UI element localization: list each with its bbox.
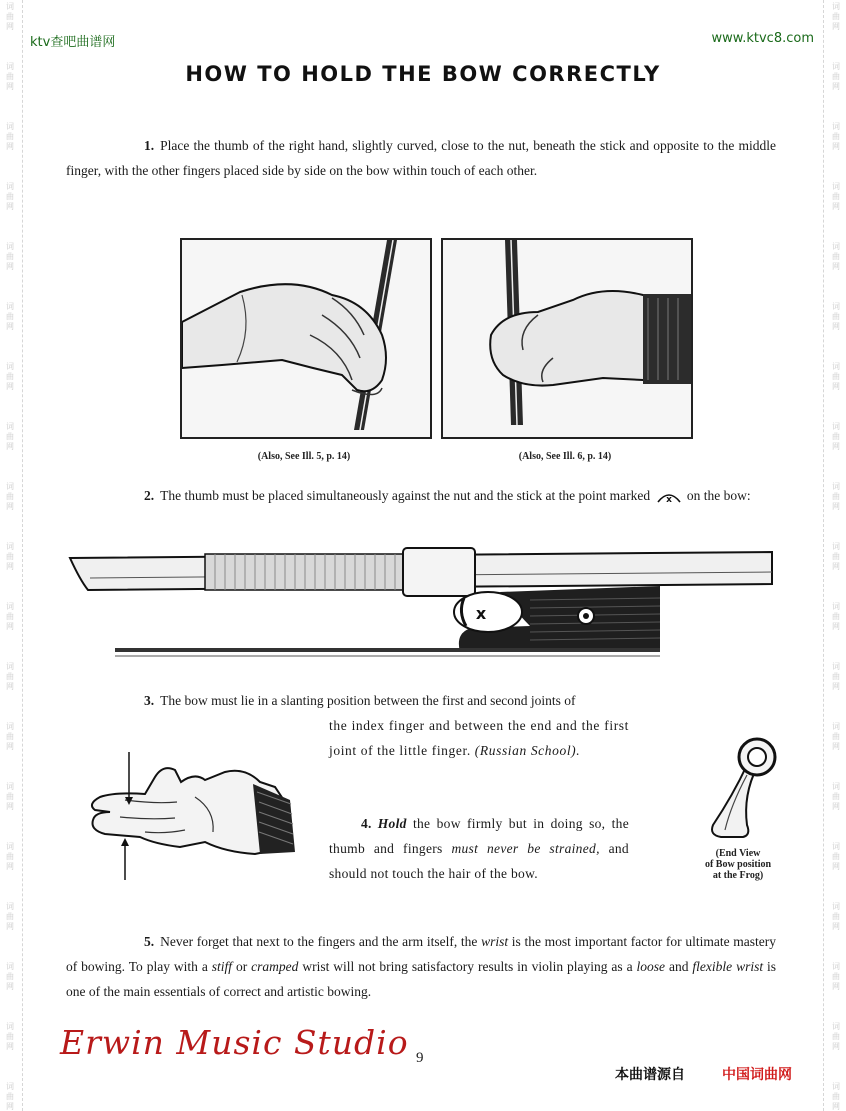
watermark-char: 曲: [6, 132, 14, 141]
watermark-char: 网: [6, 502, 14, 511]
watermark-char: 网: [832, 562, 840, 571]
watermark-char: 曲: [6, 672, 14, 681]
watermark-char: 曲: [6, 72, 14, 81]
watermark-char: 网: [6, 1102, 14, 1111]
watermark-char: 词: [832, 482, 840, 491]
right-watermark-strip: [826, 0, 846, 1111]
paragraph-4-hold: Hold: [377, 816, 407, 831]
watermark-char: 网: [832, 742, 840, 751]
watermark-char: 曲: [832, 672, 840, 681]
watermark-char: 曲: [832, 72, 840, 81]
thumb-mark-letter: x: [665, 494, 672, 504]
watermark-char: 网: [832, 502, 840, 511]
watermark-char: 网: [832, 442, 840, 451]
paragraph-5-cramped: cramped: [251, 959, 299, 974]
watermark-char: 曲: [832, 372, 840, 381]
photo-caption-right: (Also, See Ill. 6, p. 14): [518, 451, 612, 462]
paragraph-3-number: 3.: [144, 693, 155, 708]
bow-end-view-illustration: [695, 735, 785, 845]
watermark-char: 网: [6, 142, 14, 151]
watermark-char: 网: [832, 382, 840, 391]
watermark-char: 词: [832, 962, 840, 971]
watermark-char: 词: [6, 182, 14, 191]
end-view-caption-line3: at the Frog): [712, 870, 764, 881]
watermark-char: 曲: [6, 852, 14, 861]
watermark-char: 网: [6, 382, 14, 391]
watermark-char: 网: [832, 22, 840, 31]
watermark-char: 词: [6, 602, 14, 611]
watermark-char: 网: [6, 562, 14, 571]
watermark-char: 词: [832, 1022, 840, 1031]
watermark-char: 词: [832, 62, 840, 71]
watermark-char: 词: [6, 242, 14, 251]
watermark-char: 曲: [6, 792, 14, 801]
watermark-char: 曲: [832, 552, 840, 561]
paragraph-5-flexible-wrist: flexible wrist: [692, 959, 764, 974]
watermark-char: 曲: [6, 372, 14, 381]
paragraph-4-strained: must never be strained,: [451, 841, 600, 856]
watermark-char: 词: [6, 482, 14, 491]
watermark-char: 网: [832, 142, 840, 151]
paragraph-2-text-end: on the bow:: [686, 488, 751, 503]
watermark-char: 曲: [832, 12, 840, 21]
watermark-char: 词: [832, 602, 840, 611]
watermark-char: 网: [6, 742, 14, 751]
watermark-char: 网: [832, 862, 840, 871]
paragraph-4: [329, 811, 629, 886]
watermark-char: 词: [6, 62, 14, 71]
watermark-char: 曲: [832, 1092, 840, 1101]
watermark-char: 网: [832, 1042, 840, 1051]
source-label: 本曲谱源自: [615, 1067, 685, 1083]
watermark-char: 曲: [6, 912, 14, 921]
watermark-char: 曲: [6, 432, 14, 441]
left-cut-line: [22, 0, 23, 1111]
watermark-char: 网: [6, 262, 14, 271]
paragraph-5-t5: and: [668, 959, 689, 974]
watermark-char: 网: [6, 922, 14, 931]
thumb-mark-symbol: [654, 490, 684, 504]
watermark-char: 曲: [832, 972, 840, 981]
paragraph-4-text-a: the bow firmly but in doing so, the thumb and fingers: [329, 816, 629, 856]
bow-frog-diagram: [60, 540, 780, 665]
paragraph-1-number: 1.: [144, 138, 155, 153]
watermark-char: 曲: [832, 432, 840, 441]
watermark-char: 网: [6, 1042, 14, 1051]
watermark-char: 词: [832, 662, 840, 671]
watermark-char: 词: [832, 542, 840, 551]
watermark-char: 词: [6, 842, 14, 851]
photo-hand-holding-bow-left: [180, 238, 432, 439]
watermark-char: 网: [832, 262, 840, 271]
watermark-char: 词: [832, 242, 840, 251]
frog-end-view-drawing: [695, 735, 785, 845]
watermark-char: 曲: [832, 1032, 840, 1041]
paragraph-1-text: Place the thumb of the right hand, slightly curved, close to the nut, beneath the stick and opposite to the middle finger, with the other fingers placed side by side on the bow within touch of each other.: [66, 138, 776, 178]
watermark-char: 曲: [6, 612, 14, 621]
watermark-char: 曲: [6, 492, 14, 501]
paragraph-4-number: 4.: [361, 816, 372, 831]
paragraph-2-text: The thumb must be placed simultaneously against the nut and the stick at the point marked: [160, 488, 651, 503]
watermark-char: 曲: [832, 732, 840, 741]
watermark-char: 曲: [6, 192, 14, 201]
watermark-char: 网: [832, 1102, 840, 1111]
watermark-char: 网: [832, 322, 840, 331]
watermark-char: 网: [832, 82, 840, 91]
watermark-char: 词: [6, 902, 14, 911]
source-site-name: 中国词曲网: [722, 1067, 792, 1083]
watermark-char: 词: [832, 782, 840, 791]
watermark-char: 词: [6, 1082, 14, 1091]
watermark-char: 曲: [6, 552, 14, 561]
watermark-char: 网: [832, 802, 840, 811]
watermark-char: 网: [6, 82, 14, 91]
page-title: HOW TO HOLD THE BOW CORRECTLY: [185, 62, 661, 86]
watermark-char: 词: [6, 1022, 14, 1031]
watermark-char: 词: [832, 182, 840, 191]
watermark-char: 词: [6, 362, 14, 371]
site-name-left: ktv查吧曲谱网: [30, 35, 116, 50]
watermark-char: 曲: [832, 492, 840, 501]
watermark-char: 网: [832, 622, 840, 631]
paragraph-5-t4: wrist will not bring satisfactory results in violin playing as a: [302, 959, 633, 974]
watermark-char: 词: [832, 362, 840, 371]
watermark-char: 网: [832, 202, 840, 211]
watermark-char: 网: [832, 922, 840, 931]
watermark-char: 网: [6, 442, 14, 451]
watermark-char: 曲: [6, 12, 14, 21]
watermark-char: 词: [6, 962, 14, 971]
paragraph-2: [66, 483, 776, 508]
end-view-caption: [688, 848, 788, 881]
watermark-char: 网: [6, 802, 14, 811]
watermark-char: 词: [832, 2, 840, 11]
hand-position-illustration: [85, 742, 300, 882]
watermark-char: 网: [6, 322, 14, 331]
open-hand-drawing: [85, 742, 300, 882]
watermark-char: 曲: [832, 312, 840, 321]
paragraph-3-text-rest: the index finger and between the end and the first joint of the little finger.: [329, 718, 629, 758]
watermark-char: 曲: [832, 132, 840, 141]
paragraph-2-number: 2.: [144, 488, 155, 503]
watermark-char: 词: [6, 122, 14, 131]
watermark-char: 词: [6, 302, 14, 311]
paragraph-3-continued: [329, 713, 629, 763]
end-view-caption-line2: of Bow position: [704, 859, 772, 870]
paragraph-1: [66, 133, 776, 183]
watermark-char: 词: [832, 302, 840, 311]
bow-illustration: [60, 540, 780, 665]
photo-caption-left: (Also, See Ill. 5, p. 14): [257, 451, 351, 462]
watermark-char: 词: [832, 1082, 840, 1091]
hand-bow-illustration-left: [182, 240, 430, 437]
paragraph-5-number: 5.: [144, 934, 155, 949]
watermark-char: 曲: [6, 1032, 14, 1041]
watermark-char: 词: [6, 722, 14, 731]
watermark-char: 词: [832, 722, 840, 731]
watermark-char: 曲: [832, 252, 840, 261]
watermark-char: 曲: [832, 912, 840, 921]
watermark-char: 曲: [6, 252, 14, 261]
right-cut-line: [823, 0, 824, 1111]
watermark-char: 词: [832, 902, 840, 911]
paragraph-5-loose: loose: [636, 959, 666, 974]
watermark-char: 网: [6, 862, 14, 871]
watermark-char: 曲: [832, 792, 840, 801]
paragraph-5-wrist: wrist: [481, 934, 509, 949]
paragraph-5-t6: is one of the main essentials of correct and artistic bowing.: [66, 959, 777, 999]
watermark-char: 网: [832, 982, 840, 991]
studio-signature: Erwin Music Studio: [60, 1023, 409, 1062]
watermark-char: 曲: [6, 1092, 14, 1101]
paragraph-5: [66, 929, 776, 1004]
paragraph-5-t1: Never forget that next to the fingers and the arm itself, the: [160, 934, 478, 949]
paragraph-5-t2: is the most important factor for ultimate mastery of bowing. To play with a: [66, 934, 777, 974]
watermark-char: 曲: [832, 612, 840, 621]
watermark-char: 词: [832, 422, 840, 431]
watermark-char: 曲: [832, 852, 840, 861]
watermark-char: 词: [6, 422, 14, 431]
photo-hand-holding-bow-right: [441, 238, 693, 439]
watermark-char: 曲: [6, 732, 14, 741]
watermark-char: 词: [6, 662, 14, 671]
end-view-caption-line1: (End View: [715, 848, 761, 859]
paragraph-5-t3: or: [235, 959, 248, 974]
paragraph-4-text-b: and should not touch the hair of the bow.: [329, 841, 629, 881]
watermark-char: 网: [6, 622, 14, 631]
watermark-char: 词: [832, 122, 840, 131]
watermark-char: 曲: [832, 192, 840, 201]
bow-thumb-mark: x: [475, 604, 487, 623]
watermark-char: 网: [832, 682, 840, 691]
left-watermark-strip: [0, 0, 20, 1111]
watermark-char: 词: [6, 542, 14, 551]
site-url-right: www.ktvc8.com: [711, 31, 814, 46]
paragraph-3-first-line: [66, 688, 776, 713]
watermark-char: 词: [832, 842, 840, 851]
watermark-char: 词: [6, 782, 14, 791]
watermark-char: 网: [6, 682, 14, 691]
paragraph-5-stiff: stiff: [211, 959, 233, 974]
watermark-char: 网: [6, 202, 14, 211]
watermark-char: 词: [6, 2, 14, 11]
paragraph-3-text-first: The bow must lie in a slanting position between the first and second joints of: [160, 693, 576, 708]
russian-school-label: (Russian School).: [474, 743, 581, 758]
watermark-char: 网: [6, 22, 14, 31]
page-number: 9: [416, 1050, 424, 1066]
watermark-char: 网: [6, 982, 14, 991]
watermark-char: 曲: [6, 312, 14, 321]
watermark-char: 曲: [6, 972, 14, 981]
hand-bow-illustration-right: [443, 240, 691, 437]
